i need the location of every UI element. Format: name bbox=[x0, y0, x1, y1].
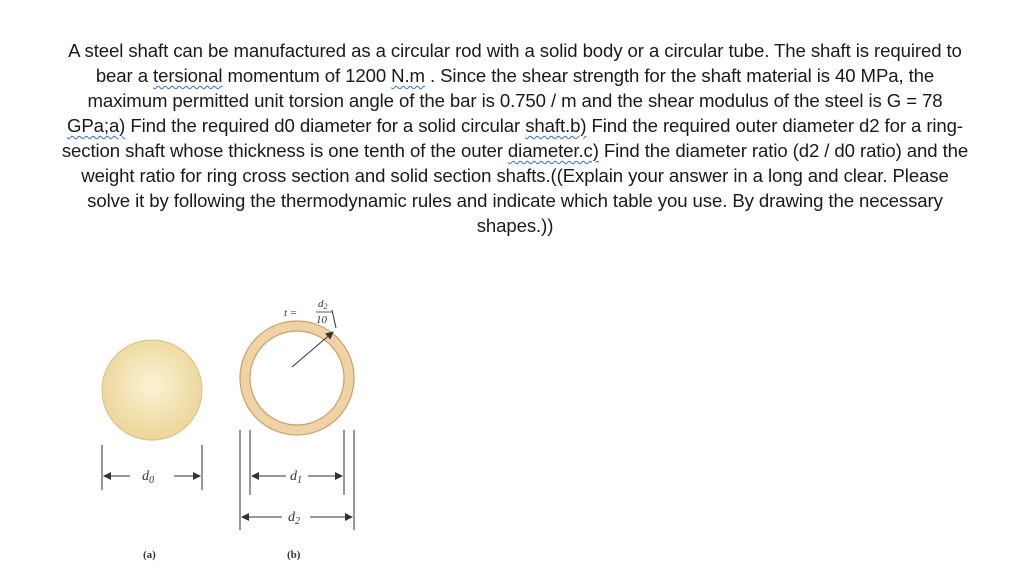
caption-a: (a) bbox=[143, 549, 156, 561]
inner-diameter-label: $d_1$ bbox=[290, 469, 302, 486]
problem-text-part: Find the required d0 diameter for a solid circular bbox=[125, 115, 526, 136]
problem-text-part: momentum of 1200 bbox=[222, 65, 392, 86]
spellcheck-word: tersional bbox=[153, 65, 223, 86]
problem-text-part: A steel shaft can be manufactured as a circular rod with a solid body or a circular tube. The shaft is required to bear a bbox=[68, 40, 962, 86]
outer-diameter-label: $d_2$ bbox=[288, 510, 300, 527]
caption-b: (b) bbox=[287, 549, 301, 561]
solid-diameter-label: $d_0$ bbox=[142, 469, 154, 486]
spellcheck-word: N.m bbox=[391, 65, 425, 86]
thickness-denominator: 10 bbox=[316, 314, 327, 326]
spellcheck-word: GPa;a) bbox=[66, 115, 126, 136]
problem-text-part: Find the diameter ratio (d2 / d0 ratio) and the weight ratio for ring cross section and solid section shafts.((Explain your answer in a long and clear. Please solve it by following the thermodynamic rules and indicate which table you use. By drawing the necessary shapes.)) bbox=[81, 140, 969, 236]
problem-text-part: . Since the shear strength for the shaft material is 40 MPa, the maximum permitted unit torsion angle of the bar is 0.750 / m and the shear modulus of the steel is G = 78 bbox=[87, 65, 943, 111]
thickness-pointer bbox=[332, 310, 336, 328]
thickness-numerator: d2 bbox=[318, 298, 328, 311]
thickness-label: t = bbox=[284, 307, 298, 319]
solid-shaft-section bbox=[102, 340, 202, 440]
spellcheck-word: shaft.b) bbox=[525, 115, 587, 136]
problem-text-part: Find the required outer diameter d2 for a ring-section shaft whose thickness is one tenth of the outer bbox=[61, 115, 964, 161]
ring-inner-hole bbox=[250, 331, 344, 425]
problem-statement bbox=[60, 38, 970, 238]
shaft-diagram bbox=[60, 280, 380, 580]
shaft-cross-section-figure bbox=[60, 280, 380, 580]
spellcheck-word: diameter.c) bbox=[507, 140, 599, 161]
